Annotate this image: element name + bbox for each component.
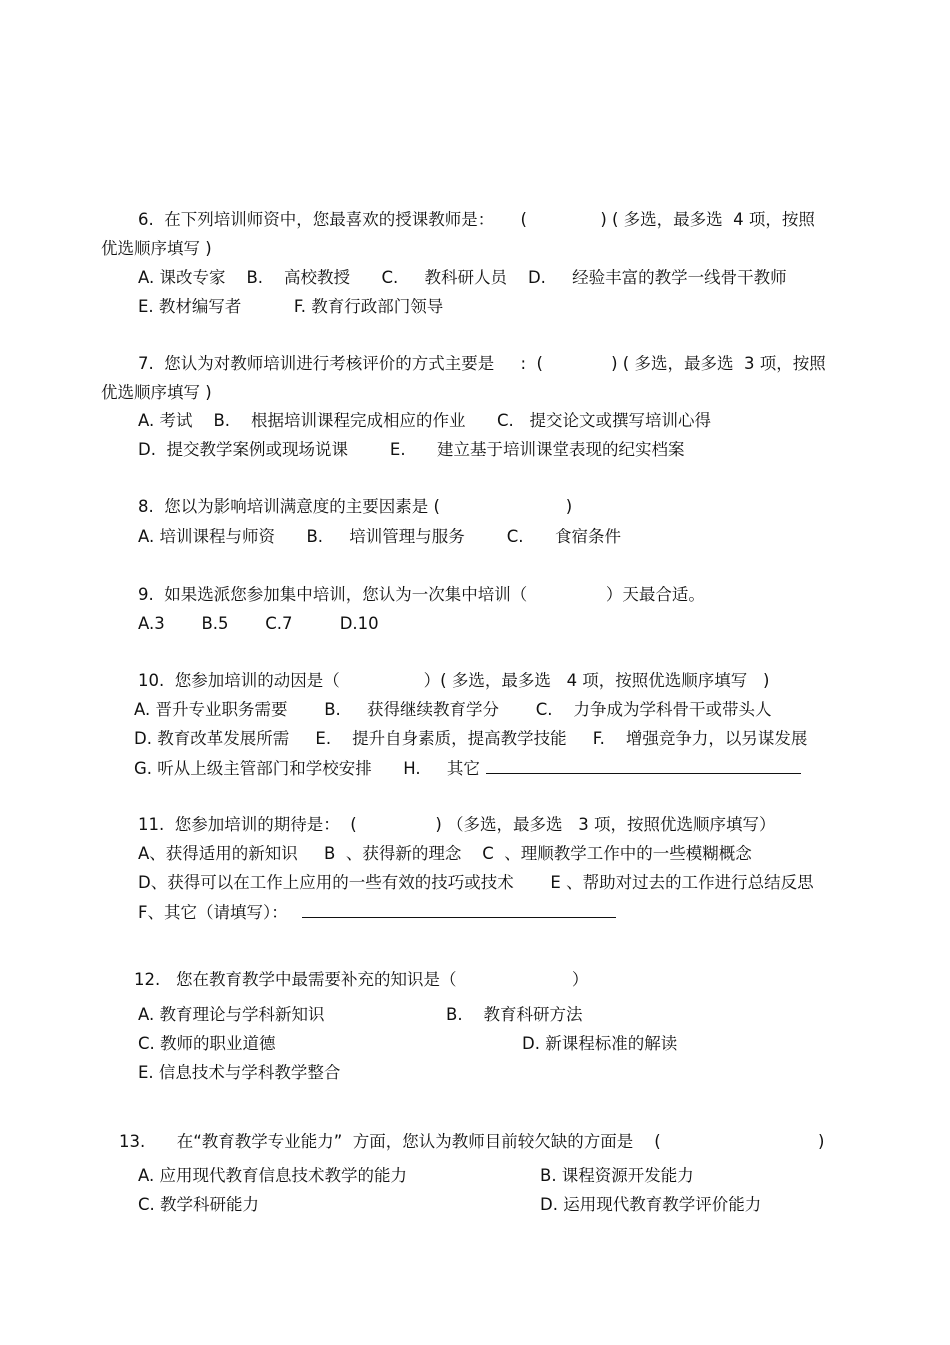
question-11-options-2: D、获得可以在工作上应用的一些有效的技巧或技术 E 、帮助对过去的工作进行总结反思 bbox=[138, 873, 814, 892]
question-6-stem: 6. 在下列培训师资中，您最喜欢的授课教师是： ( ) ( 多选，最多选 4 项，按照 bbox=[138, 210, 815, 229]
question-8-options: A. 培训课程与师资 B. 培训管理与服务 C. 食宿条件 bbox=[138, 527, 621, 546]
question-13-option-d: D. 运用现代教育教学评价能力 bbox=[540, 1195, 762, 1214]
question-10-options-1: A. 晋升专业职务需要 B. 获得继续教育学分 C. 力争成为学科骨干或带头人 bbox=[134, 700, 772, 719]
question-13-option-a: A. 应用现代教育信息技术教学的能力 bbox=[138, 1166, 407, 1185]
question-13-option-c: C. 教学科研能力 bbox=[138, 1195, 260, 1214]
question-12-option-e: E. 信息技术与学科教学整合 bbox=[138, 1063, 341, 1082]
question-12-option-b: B. 教育科研方法 bbox=[446, 1005, 583, 1024]
question-11-fill-line[interactable] bbox=[302, 901, 616, 918]
question-7-stem: 7. 您认为对教师培训进行考核评价的方式主要是 : ( ) ( 多选，最多选 3 项，按照 bbox=[138, 354, 826, 373]
question-10-fill-line[interactable] bbox=[486, 757, 801, 774]
question-6-options-2: E. 教材编写者 F. 教育行政部门领导 bbox=[138, 297, 444, 316]
question-11-options-3: F、其它（请填写）： bbox=[138, 903, 288, 922]
question-12-option-c: C. 教师的职业道德 bbox=[138, 1034, 276, 1053]
question-7-stem-cont: 优选顺序填写 ) bbox=[101, 383, 212, 402]
question-6-stem-cont: 优选顺序填写 ) bbox=[101, 239, 212, 258]
question-13-option-b: B. 课程资源开发能力 bbox=[540, 1166, 694, 1185]
question-10-options-2: D. 教育改革发展所需 E. 提升自身素质，提高教学技能 F. 增强竞争力，以另谋发展 bbox=[134, 729, 808, 748]
question-10-stem: 10. 您参加培训的动因是（ ）( 多选，最多选 4 项，按照优选顺序填写 ) bbox=[138, 671, 770, 690]
question-12-stem: 12. 您在教育教学中最需要补充的知识是（ ） bbox=[134, 970, 589, 989]
question-12-option-a: A. 教育理论与学科新知识 bbox=[138, 1005, 325, 1024]
question-6-options-1: A. 课改专家 B. 高校教授 C. 教科研人员 D. 经验丰富的教学一线骨干教师 bbox=[138, 268, 787, 287]
question-8-stem: 8. 您以为影响培训满意度的主要因素是 ( ) bbox=[138, 497, 573, 516]
question-12-option-d: D. 新课程标准的解读 bbox=[522, 1034, 678, 1053]
question-10-options-3: G. 听从上级主管部门和学校安排 H. 其它 bbox=[134, 759, 480, 778]
question-7-options-2: D. 提交教学案例或现场说课 E. 建立基于培训课堂表现的纪实档案 bbox=[138, 440, 685, 459]
question-9-options: A.3 B.5 C.7 D.10 bbox=[138, 614, 379, 633]
question-11-options-1: A、获得适用的新知识 B 、获得新的理念 C 、理顺教学工作中的一些模糊概念 bbox=[138, 844, 752, 863]
question-11-stem: 11. 您参加培训的期待是： ( ) （多选，最多选 3 项，按照优选顺序填写） bbox=[138, 815, 776, 834]
question-9-stem: 9. 如果选派您参加集中培训，您认为一次集中培训（ ）天最合适。 bbox=[138, 585, 705, 604]
question-13-stem: 13. 在“教育教学专业能力” 方面，您认为教师目前较欠缺的方面是 ( ) bbox=[119, 1132, 825, 1151]
question-7-options-1: A. 考试 B. 根据培训课程完成相应的作业 C. 提交论文或撰写培训心得 bbox=[138, 411, 711, 430]
